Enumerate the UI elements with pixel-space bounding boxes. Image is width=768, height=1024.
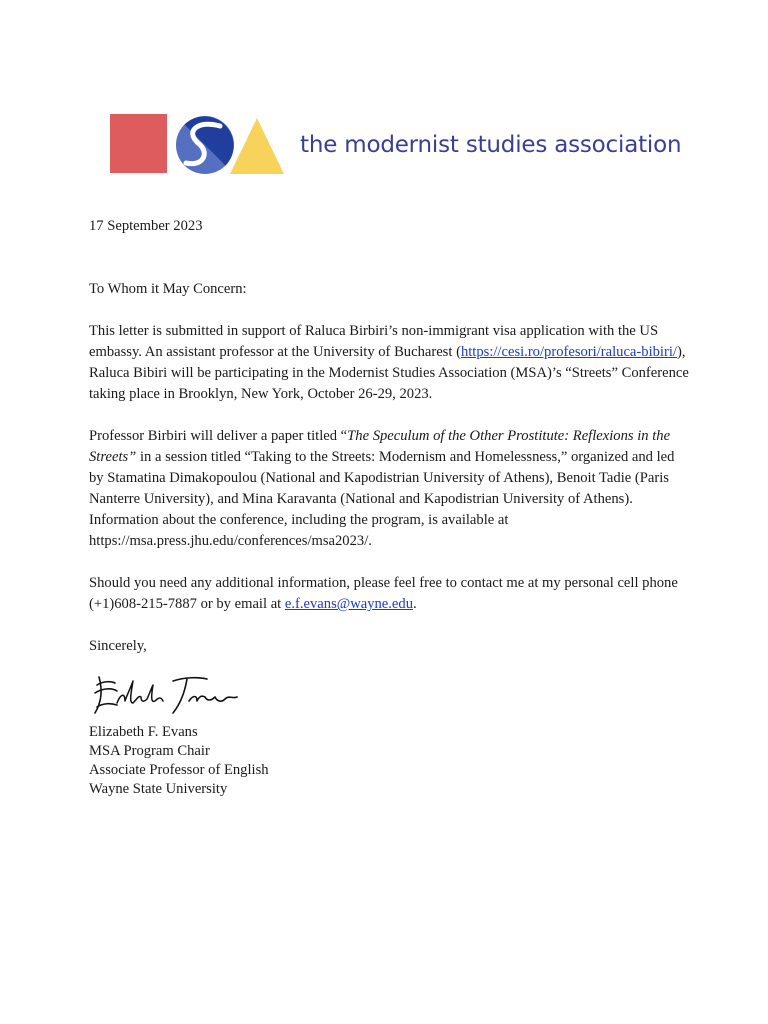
paragraph-3 [89,573,689,615]
handwritten-signature [89,667,249,723]
logo-triangle [230,118,284,174]
p1-text-before: This letter is submitted in support of Raluca Birbiri’s non-immigrant visa application with the US embassy. An assistant professor at the University of Bucharest ( [89,323,659,360]
msa-logo [108,112,682,178]
paper-title: The Speculum of the Other Prostitute: Reflexions in the Streets” [89,428,671,465]
closing: Sincerely, [89,638,147,654]
paragraph-2 [89,426,689,552]
link-text-1: https://cesi.ro/profesori/raluca- [460,344,642,360]
org-name: the modernist studies association [300,132,682,158]
email-link[interactable]: e.f.evans@wayne.edu [284,596,413,612]
salutation: To Whom it May Concern: [89,281,247,297]
p3-text-before: Should you need any additional information, please feel free to contact me at my personal cell phone (+1)608-215-7887 or by email at [89,575,678,612]
letter-date: 17 September 2023 [89,218,203,234]
p2-text-before: Professor Birbiri will deliver a paper titled “ [89,428,348,444]
signer-role: MSA Program Chair [89,743,210,759]
letter-body [89,216,689,799]
faculty-profile-link[interactable] [461,344,677,360]
msa-logo-mark [108,112,288,178]
p2-text-after: in a session titled “Taking to the Streets: Modernism and Homelessness,” organized and led by Stamatina Dimakopoulou (National and Kapodistrian University of Athens), Benoit Tadie (Paris Nanterre University), and Mina Karavanta (National and Kapodistrian University of Athens). Information about the conference, including the program, is available at https://msa.press.jhu.edu/conferences/msa2023/. [89,449,675,549]
signer-institution: Wayne State University [89,781,228,797]
signature-block [89,723,689,799]
signer-position: Associate Professor of English [89,762,269,778]
signer-name: Elizabeth F. Evans [89,724,198,740]
logo-square [110,114,167,173]
p3-text-after: . [413,596,417,612]
p1-text-after: ), Raluca Bibiri will be participating in the Modernist Studies Association (MSA)’s “Streets” Conference taking place in Brooklyn, New York, October 26-29, 2023. [89,344,689,402]
paragraph-1 [89,321,689,405]
link-text-2: bibiri/ [641,344,677,360]
